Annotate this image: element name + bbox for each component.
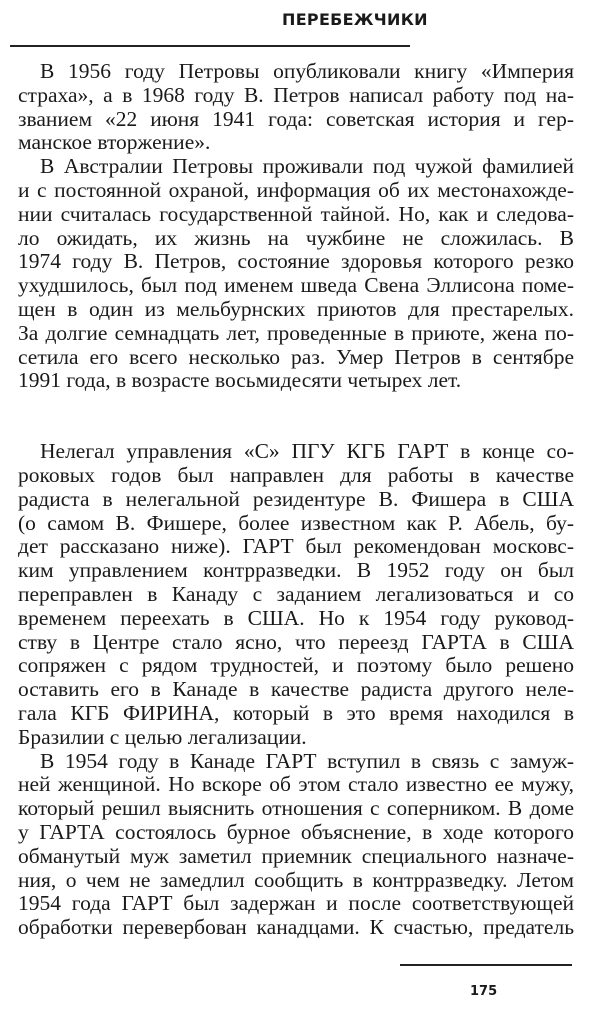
text-line: Нелегал управления «С» ПГУ КГБ ГАРТ в конце со- [40,439,574,464]
text-line: временем переехать в США. Но к 1954 году руковод- [18,605,574,630]
text-line: обманутый муж заметил приемник специального назначе- [18,843,574,868]
header-rule [10,45,410,47]
text-line: ния, о чем не замедлил сообщить в контрразведку. Летом [18,867,574,892]
text-line: страха», а в 1968 году В. Петров написал работу под на- [18,82,574,107]
text-line: который решил выяснить отношения с соперником. В доме [18,796,574,821]
text-line: 1974 году В. Петров, состояние здоровья которого резко [18,249,574,274]
text-line: радиста в нелегальной резидентуре В. Фишера в США [18,486,574,511]
text-line: у ГАРТА состоялось бурное объяснение, в ходе которого [18,819,574,844]
paragraph [18,750,574,940]
text-line: и с постоянной охраной, информация об их местонахожде- [18,177,574,202]
text-line: ству в Центре стало ясно, что переезд ГАРТА в США [18,629,574,654]
text-line: дет рассказано ниже). ГАРТ был рекомендован московс- [18,534,574,559]
text-line: сопряжен с рядом трудностей, и поэтому было решено [18,653,574,678]
text-line: Бразилии с целью легализации. [18,724,307,749]
text-line: В Австралии Петровы проживали под чужой фамилией [40,154,574,179]
text-line: ухудшилось, был под именем шведа Свена Эллисона поме- [18,273,574,298]
text-line: роковых годов был направлен для работы в качестве [18,462,574,487]
text-line: манское вторжение». [18,130,211,155]
text-line: сетила его всего несколько раз. Умер Петров в сентябре [18,344,574,369]
text-line: В 1954 году в Канаде ГАРТ вступил в связь с замуж- [40,748,574,773]
paragraph [18,440,574,749]
text-line: (о самом В. Фишере, более известном как Р. Абель, бу- [18,510,574,535]
text-line: обработки перевербован канадцами. К счастью, предатель [18,915,574,940]
text-line: 1954 года ГАРТ был задержан и после соответствующей [18,891,574,916]
page-number: 175 [470,984,498,999]
body-text [18,60,574,940]
text-line: нии считалась государственной тайной. Но, как и следова- [18,201,574,226]
text-line: В 1956 году Петровы опубликовали книгу «Империя [40,59,574,83]
text-line: 1991 года, в возрасте восьмидесяти четырех лет. [18,368,462,393]
footer-rule [400,964,572,966]
paragraph [18,155,574,393]
text-line: званием «22 июня 1941 года: советская история и гер- [18,106,574,131]
text-line: За долгие семнадцать лет, проведенные в приюте, жена по- [18,320,574,345]
text-line: ким управлением контрразведки. В 1952 году он был [18,558,574,583]
running-header: ПЕРЕБЕЖЧИКИ [282,10,428,29]
text-line: гала КГБ ФИРИНА, который в это время находился в [18,700,574,725]
text-line: переправлен в Канаду с заданием легализоваться и со [18,581,574,606]
text-line: ло ожидать, их жизнь на чужбине не сложилась. В [18,225,574,250]
paragraph [18,60,574,155]
text-line: оставить его в Канаде в качестве радиста другого неле- [18,677,574,702]
text-line: щен в один из мельбурнских приютов для престарелых. [18,296,574,321]
text-line: ней женщиной. Но вскоре об этом стало известно ее мужу, [18,772,574,797]
